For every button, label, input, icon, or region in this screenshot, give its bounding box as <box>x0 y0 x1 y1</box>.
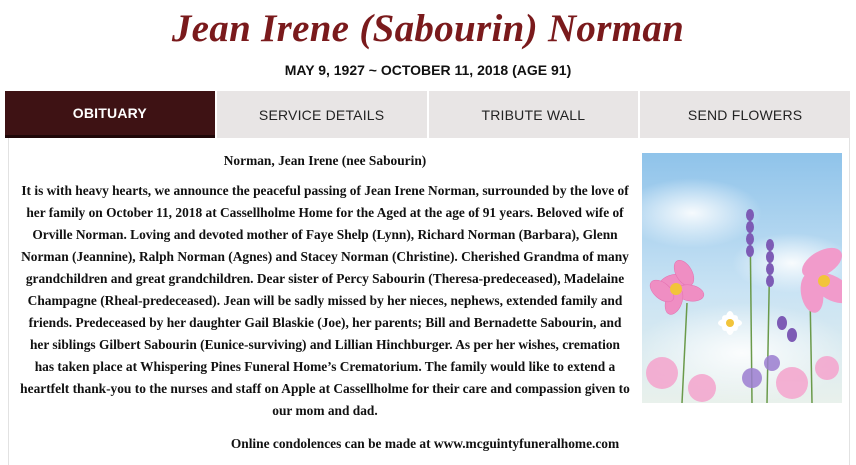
obituary-tabs <box>5 91 850 138</box>
tab-service-details[interactable]: SERVICE DETAILS <box>217 91 427 138</box>
tab-obituary[interactable]: OBITUARY <box>5 91 215 138</box>
obituary-text <box>19 150 631 428</box>
deceased-name-title: Jean Irene (Sabourin) Norman <box>171 7 685 50</box>
obituary-body: It is with heavy hearts, we announce the peaceful passing of Jean Irene Norman, surrounded by the love of her family on October 11, 2018 at Cassellholme Home for the Aged at the age of 91 years. Beloved wife of Orville Norman. Loving and devoted mother of Faye Shelp (Lynn), Richard Norman (Barbara), Glenn Norman (Jeannine), Ralph Norman (Agnes) and Stacey Norman (Christine). Cherished Grandma of many grandchildren and great grandchildren. Dear sister of Percy Sabourin (Theresa-predeceased), Madelaine Champagne (Rheal-predeceased). Jean will be sadly missed by her nieces, nephews, extended family and friends. Predeceased by her daughter Gail Blaskie (Joe), her parents; Bill and Bernadette Sabourin, and her siblings Gilbert Sabourin (Eunice-surviving) and Lillian Hinchburger. As per her wishes, cremation has taken place at Whispering Pines Funeral Home’s Crematorium. The family would like to extend a heartfelt thank-you to the nurses and staff on Apple at Cassellholme for their care and compassion given to our mom and dad. <box>20 183 630 418</box>
obituary-panel <box>8 138 850 465</box>
tab-send-flowers[interactable]: SEND FLOWERS <box>640 91 850 138</box>
online-condolences-note: Online condolences can be made at www.mcguintyfuneralhome.com <box>230 436 620 451</box>
flowers-photo <box>642 153 842 403</box>
obituary-heading: Norman, Jean Irene (nee Sabourin) <box>223 153 427 168</box>
tab-tribute-wall[interactable]: TRIBUTE WALL <box>429 91 639 138</box>
life-dates: MAY 9, 1927 ~ OCTOBER 11, 2018 (AGE 91) <box>284 62 572 78</box>
